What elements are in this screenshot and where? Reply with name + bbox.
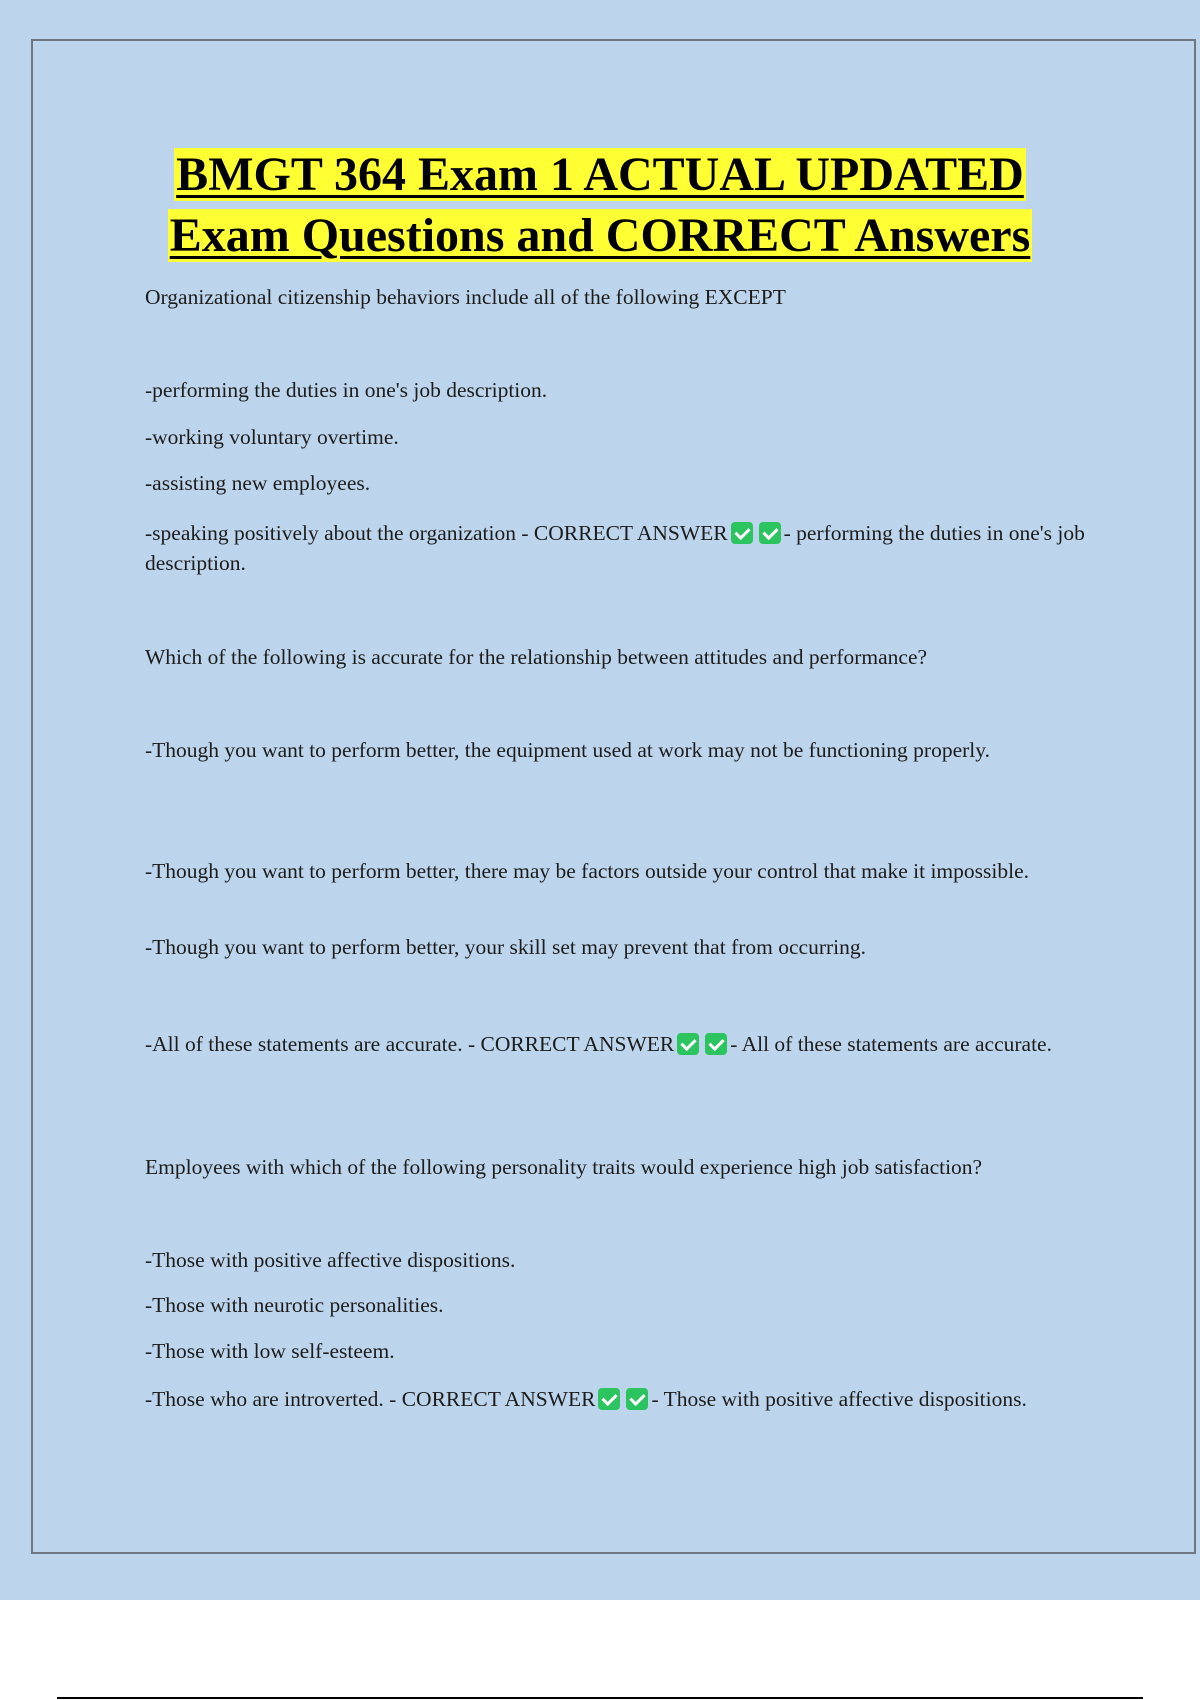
question-2-option-1: -Though you want to perform better, the equipment used at work may not be functioning properly. — [145, 738, 990, 762]
check-icon — [731, 522, 753, 544]
question-3-text: Employees with which of the following personality traits would experience high job satisfaction? — [145, 1155, 983, 1179]
question-1-option-4 — [145, 518, 1095, 578]
question-3-answer: - Those with positive affective dispositions. — [651, 1387, 1027, 1411]
question-2-option-3: -Though you want to perform better, your skill set may prevent that from occurring. — [145, 935, 866, 959]
question-2-option-4 — [145, 1029, 1095, 1059]
check-icon — [759, 522, 781, 544]
title-line-2: Exam Questions and CORRECT Answers — [169, 209, 1031, 262]
footer-rule — [57, 1697, 1143, 1699]
question-1-option-1: -performing the duties in one's job description. — [145, 378, 548, 402]
question-3-option-3: -Those with low self-esteem. — [145, 1339, 395, 1363]
question-3-option-4 — [145, 1384, 1095, 1414]
question-1-option-2: -working voluntary overtime. — [145, 425, 399, 449]
question-2-option-2: -Though you want to perform better, there may be factors outside your control that make it impossible. — [145, 859, 1029, 883]
question-2-text: Which of the following is accurate for the relationship between attitudes and performance? — [145, 645, 928, 669]
check-icon — [705, 1033, 727, 1055]
question-3-option-4-text: -Those who are introverted. - CORRECT ANSWER — [145, 1387, 596, 1411]
question-2-option-4-text: -All of these statements are accurate. - CORRECT ANSWER — [145, 1032, 675, 1056]
question-1-answer: - performing the duties in one's job description. — [145, 521, 1085, 575]
question-3-option-1: -Those with positive affective dispositions. — [145, 1248, 516, 1272]
check-icon — [677, 1033, 699, 1055]
question-1-option-4-text: -speaking positively about the organization - CORRECT ANSWER — [145, 521, 728, 545]
document-title — [0, 144, 1200, 266]
question-2-answer: - All of these statements are accurate. — [730, 1032, 1052, 1056]
check-icon — [598, 1388, 620, 1410]
title-line-1: BMGT 364 Exam 1 ACTUAL UPDATED — [176, 148, 1024, 201]
question-1-text: Organizational citizenship behaviors include all of the following EXCEPT — [145, 285, 786, 309]
question-1-option-3: -assisting new employees. — [145, 471, 371, 495]
question-3-option-2: -Those with neurotic personalities. — [145, 1293, 444, 1317]
check-icon — [626, 1388, 648, 1410]
page-frame — [31, 39, 1196, 1554]
